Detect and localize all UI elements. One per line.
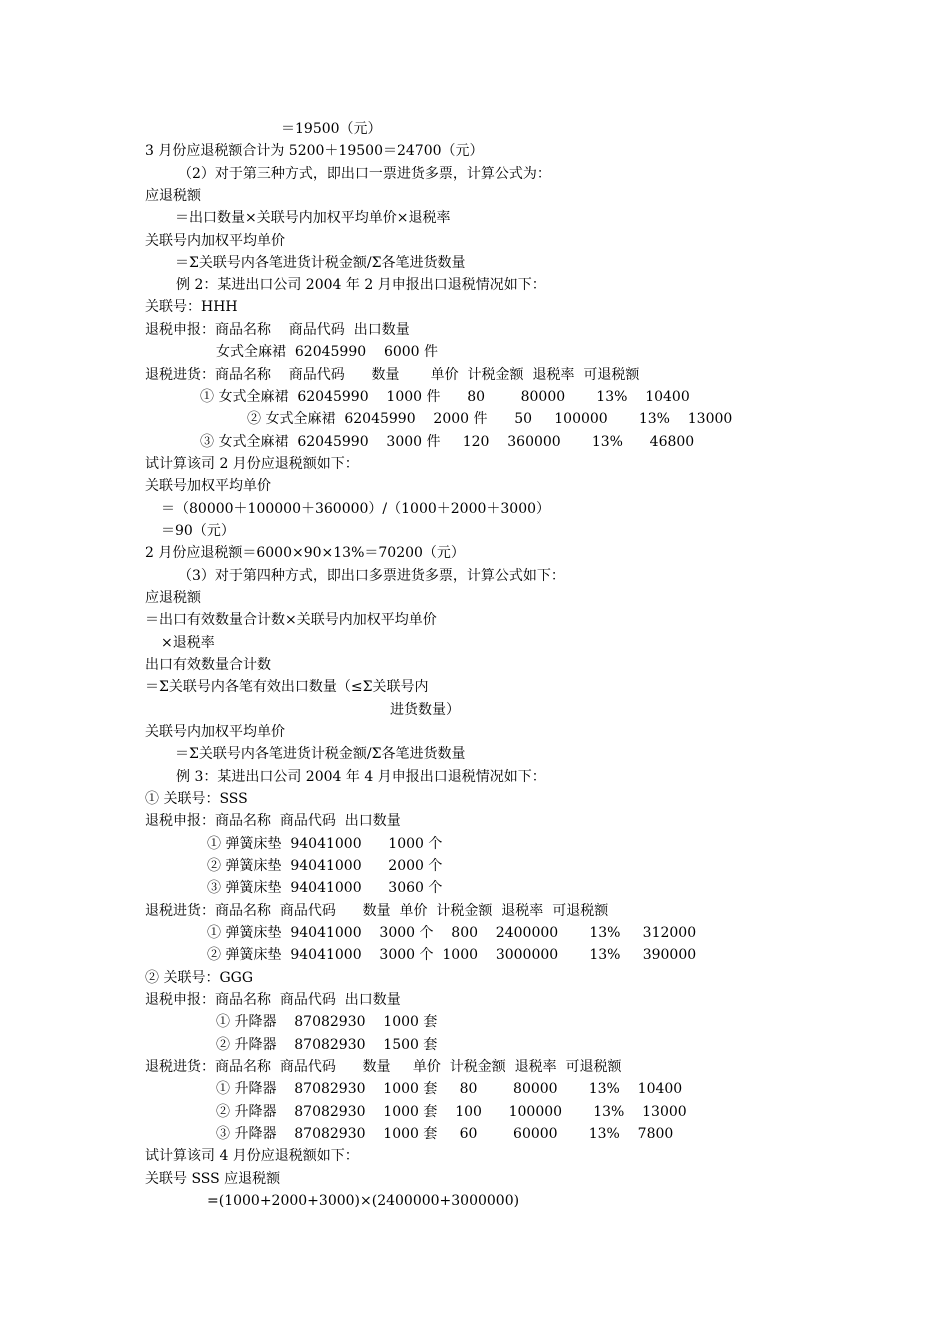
text-line: 试计算该司 4 月份应退税额如下： <box>145 1148 359 1164</box>
text-line: 3 月份应退税额合计为 5200＋19500＝24700（元） <box>145 143 484 159</box>
text-line: 应退税额 <box>145 188 201 204</box>
text-line: ＝Σ关联号内各笔进货计税金额/Σ各笔进货数量 <box>175 255 466 271</box>
text-line: ×退税率 <box>161 635 215 651</box>
text-line: ＝90（元） <box>161 523 235 539</box>
text-line: 进货数量） <box>390 702 460 718</box>
text-line: 关联号内加权平均单价 <box>145 724 285 740</box>
text-line: ① 女式全麻裙 62045990 1000 件 80 80000 13% 10400 <box>200 389 690 405</box>
text-line: 退税进货：商品名称 商品代码 数量 单价 计税金额 退税率 可退税额 <box>145 1059 622 1075</box>
text-line: 试计算该司 2 月份应退税额如下： <box>145 456 359 472</box>
text-line: ＝Σ关联号内各笔有效出口数量（≤Σ关联号内 <box>145 679 429 695</box>
text-line: 女式全麻裙 62045990 6000 件 <box>216 344 439 360</box>
text-line: 退税进货：商品名称 商品代码 数量 单价 计税金额 退税率 可退税额 <box>145 903 609 919</box>
text-line: 关联号：HHH <box>145 299 238 315</box>
text-line: 2 月份应退税额＝6000×90×13%＝70200（元） <box>145 545 465 561</box>
text-line: ② 弹簧床垫 94041000 3000 个 1000 3000000 13% 390000 <box>207 947 697 963</box>
text-line: ② 升降器 87082930 1000 套 100 100000 13% 13000 <box>216 1104 687 1120</box>
text-line: （2）对于第三种方式，即出口一票进货多票，计算公式为： <box>178 166 551 182</box>
text-line: ① 关联号：SSS <box>145 791 248 807</box>
text-line: ＝出口数量×关联号内加权平均单价×退税率 <box>175 210 451 226</box>
text-line: 例 2：某进出口公司 2004 年 2 月申报出口退税情况如下： <box>176 277 546 293</box>
text-line: ① 弹簧床垫 94041000 1000 个 <box>207 836 443 852</box>
text-line: ① 升降器 87082930 1000 套 <box>216 1014 438 1030</box>
text-line: 退税进货：商品名称 商品代码 数量 单价 计税金额 退税率 可退税额 <box>145 367 640 383</box>
text-line: ③ 女式全麻裙 62045990 3000 件 120 360000 13% 46800 <box>200 434 695 450</box>
text-line: ② 关联号：GGG <box>145 970 254 986</box>
text-line: 应退税额 <box>145 590 201 606</box>
text-line: ＝19500（元） <box>281 121 382 137</box>
text-line: ③ 升降器 87082930 1000 套 60 60000 13% 7800 <box>216 1126 674 1142</box>
text-line: 退税申报：商品名称 商品代码 出口数量 <box>145 322 410 338</box>
text-line: ＝Σ关联号内各笔进货计税金额/Σ各笔进货数量 <box>175 746 466 762</box>
text-line: 关联号加权平均单价 <box>145 478 271 494</box>
text-line: ② 弹簧床垫 94041000 2000 个 <box>207 858 443 874</box>
text-line: （3）对于第四种方式，即出口多票进货多票，计算公式如下： <box>178 568 565 584</box>
text-line: 关联号 SSS 应退税额 <box>145 1171 281 1187</box>
text-line: ① 升降器 87082930 1000 套 80 80000 13% 10400 <box>216 1081 683 1097</box>
text-line: 退税申报：商品名称 商品代码 出口数量 <box>145 813 401 829</box>
text-line: ＝（80000＋100000＋360000）/（1000＋2000＋3000） <box>161 501 551 517</box>
text-line: =(1000+2000+3000)×(2400000+3000000) <box>207 1193 520 1209</box>
text-line: ② 女式全麻裙 62045990 2000 件 50 100000 13% 13000 <box>247 411 733 427</box>
text-line: ③ 弹簧床垫 94041000 3060 个 <box>207 880 443 896</box>
text-line: 例 3：某进出口公司 2004 年 4 月申报出口退税情况如下： <box>176 769 546 785</box>
text-line: ② 升降器 87082930 1500 套 <box>216 1037 438 1053</box>
text-line: ＝出口有效数量合计数×关联号内加权平均单价 <box>145 612 437 628</box>
text-line: ① 弹簧床垫 94041000 3000 个 800 2400000 13% 312000 <box>207 925 697 941</box>
text-line: 出口有效数量合计数 <box>145 657 271 673</box>
text-line: 退税申报：商品名称 商品代码 出口数量 <box>145 992 401 1008</box>
text-line: 关联号内加权平均单价 <box>145 233 285 249</box>
